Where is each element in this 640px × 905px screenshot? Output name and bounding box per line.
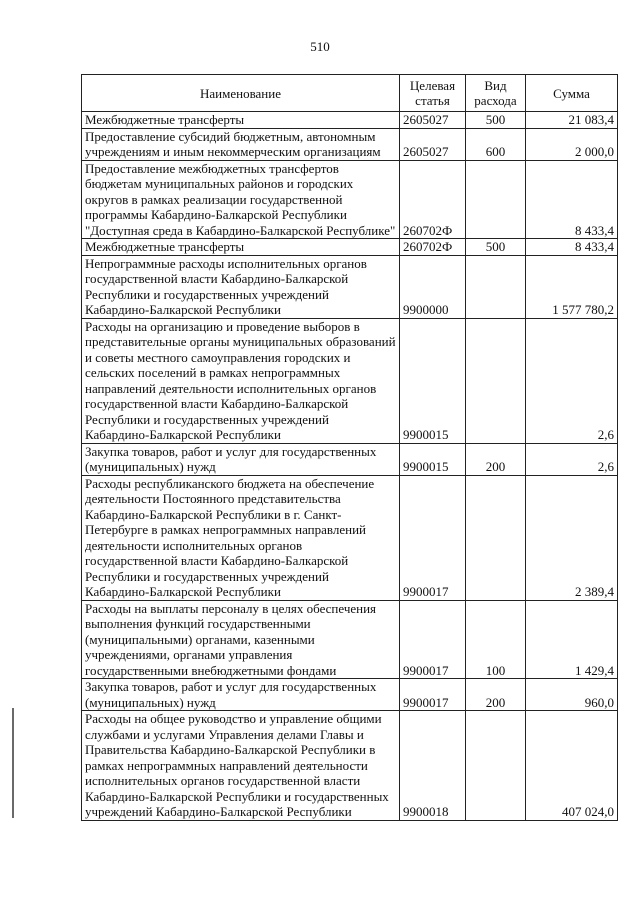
row-sum: 21 083,4 bbox=[526, 112, 618, 129]
row-type bbox=[466, 318, 526, 443]
row-name: Расходы на организацию и проведение выборов в представительные органы муниципальных образований и советы местного самоуправления городских и сельских поселений в рамках непрограммных направлений деятельности исполнительных органов государственной власти Кабардино-Балкарской Республики и государственных учреждений Кабардино-Балкарской Республики bbox=[82, 318, 400, 443]
page-number: 510 bbox=[310, 39, 330, 54]
row-code: 9900017 bbox=[400, 475, 466, 600]
table-header-row bbox=[82, 75, 618, 112]
row-type: 100 bbox=[466, 600, 526, 679]
header-type-line2: расхода bbox=[474, 93, 517, 108]
budget-table bbox=[81, 74, 618, 821]
row-type bbox=[466, 160, 526, 239]
header-type bbox=[466, 75, 526, 112]
row-code: 9900000 bbox=[400, 255, 466, 318]
row-sum: 2,6 bbox=[526, 318, 618, 443]
header-sum: Сумма bbox=[526, 75, 618, 112]
row-code: 9900018 bbox=[400, 711, 466, 821]
row-name: Межбюджетные трансферты bbox=[82, 239, 400, 256]
table-row bbox=[82, 128, 618, 160]
row-name: Расходы республиканского бюджета на обеспечение деятельности Постоянного представительства Кабардино-Балкарской Республики в г. Санкт-Петербурге в рамках непрограммных направлений деятельности исполнительных органов государственной власти Кабардино-Балкарской Республики и государственных учреждений Кабардино-Балкарской Республики bbox=[82, 475, 400, 600]
table-row bbox=[82, 443, 618, 475]
row-type: 600 bbox=[466, 128, 526, 160]
scan-edge-mark bbox=[12, 708, 14, 818]
header-code-line1: Целевая bbox=[409, 78, 456, 93]
row-name: Межбюджетные трансферты bbox=[82, 112, 400, 129]
row-code: 9900015 bbox=[400, 318, 466, 443]
row-type: 500 bbox=[466, 112, 526, 129]
row-code: 2605027 bbox=[400, 128, 466, 160]
table-row bbox=[82, 475, 618, 600]
row-sum: 1 577 780,2 bbox=[526, 255, 618, 318]
row-type: 200 bbox=[466, 443, 526, 475]
header-code-line2: статья bbox=[415, 93, 450, 108]
row-sum: 960,0 bbox=[526, 679, 618, 711]
row-name: Непрограммные расходы исполнительных органов государственной власти Кабардино-Балкарской Республики и государственных учреждений Кабардино-Балкарской Республики bbox=[82, 255, 400, 318]
header-code bbox=[400, 75, 466, 112]
row-sum: 1 429,4 bbox=[526, 600, 618, 679]
row-sum: 2 389,4 bbox=[526, 475, 618, 600]
table-row bbox=[82, 112, 618, 129]
row-sum: 8 433,4 bbox=[526, 160, 618, 239]
row-type: 200 bbox=[466, 679, 526, 711]
row-name: Предоставление межбюджетных трансфертов бюджетам муниципальных районов и городских округов в рамках реализации государственной программы Кабардино-Балкарской Республики "Доступная среда в Кабардино-Балкарской Республике" bbox=[82, 160, 400, 239]
table-row bbox=[82, 679, 618, 711]
row-type bbox=[466, 711, 526, 821]
row-type bbox=[466, 255, 526, 318]
table-row bbox=[82, 239, 618, 256]
table-row bbox=[82, 711, 618, 821]
row-name: Закупка товаров, работ и услуг для государственных (муниципальных) нужд bbox=[82, 443, 400, 475]
row-name: Закупка товаров, работ и услуг для государственных (муниципальных) нужд bbox=[82, 679, 400, 711]
row-name: Расходы на выплаты персоналу в целях обеспечения выполнения функций государственными (муниципальными) органами, казенными учреждениями, органами управления государственными внебюджетными фондами bbox=[82, 600, 400, 679]
row-code: 260702Ф bbox=[400, 239, 466, 256]
header-name: Наименование bbox=[82, 75, 400, 112]
table-row bbox=[82, 255, 618, 318]
row-sum: 407 024,0 bbox=[526, 711, 618, 821]
row-type: 500 bbox=[466, 239, 526, 256]
row-sum: 2,6 bbox=[526, 443, 618, 475]
row-sum: 2 000,0 bbox=[526, 128, 618, 160]
row-sum: 8 433,4 bbox=[526, 239, 618, 256]
row-name: Расходы на общее руководство и управление общими службами и услугами Управления делами Главы и Правительства Кабардино-Балкарской Республики в рамках непрограммных направлений деятельности исполнительных органов государственной власти Кабардино-Балкарской Республики и государственных учреждений Кабардино-Балкарской Республики bbox=[82, 711, 400, 821]
row-code: 9900015 bbox=[400, 443, 466, 475]
row-code: 2605027 bbox=[400, 112, 466, 129]
table-row bbox=[82, 160, 618, 239]
table-row bbox=[82, 318, 618, 443]
row-code: 260702Ф bbox=[400, 160, 466, 239]
row-code: 9900017 bbox=[400, 600, 466, 679]
table-row bbox=[82, 600, 618, 679]
row-type bbox=[466, 475, 526, 600]
header-type-line1: Вид bbox=[484, 78, 507, 93]
row-name: Предоставление субсидий бюджетным, автономным учреждениям и иным некоммерческим организациям bbox=[82, 128, 400, 160]
row-code: 9900017 bbox=[400, 679, 466, 711]
